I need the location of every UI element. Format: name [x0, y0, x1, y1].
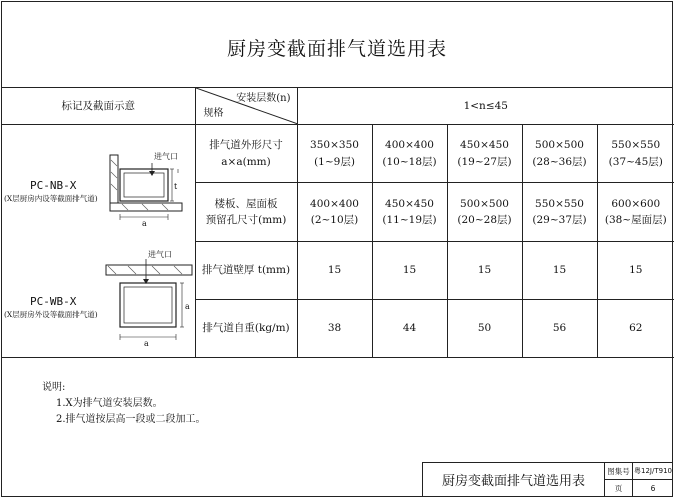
atlas-value: 粤12J/T910: [633, 463, 673, 480]
table-cell: 600×600 (38~屋面层): [597, 183, 674, 241]
table-cell: 15: [372, 241, 447, 299]
nb-dim-t: t: [174, 182, 178, 191]
table-cell: 15: [297, 241, 372, 299]
page-title: 厨房变截面排气道选用表: [226, 38, 447, 60]
selection-table: [2, 88, 674, 358]
nb-inlet-label: 进气口: [154, 152, 178, 161]
table-bottom-rule: [2, 357, 672, 358]
row-label-self-weight: 排气道自重(kg/m): [195, 299, 297, 357]
page-label: 页: [605, 480, 633, 497]
header-mark-cell: 标记及截面示意: [2, 88, 195, 125]
header-floors: 安装层数(n): [236, 93, 291, 104]
table-cell: 550×550 (37~45层): [597, 125, 674, 183]
wb-inlet-label: 进气口: [148, 250, 172, 259]
wb-dim-a-vertical: a: [185, 302, 190, 311]
section-diagrams-cell: [2, 125, 195, 358]
table-cell: 50: [447, 299, 522, 357]
table-cell: 450×450 (19~27层): [447, 125, 522, 183]
wb-dim-a: a: [144, 339, 149, 348]
table-cell: 550×550 (29~37层): [522, 183, 597, 241]
table-cell: 56: [522, 299, 597, 357]
page-value: 6: [650, 484, 656, 493]
notes-heading: 说明:: [42, 382, 66, 393]
header-range: 1<n≤45: [297, 88, 674, 125]
nb-note: (X层厨房内设等截面排气道): [4, 194, 98, 203]
table-cell: 500×500 (28~36层): [522, 125, 597, 183]
nb-dim-a: a: [142, 219, 147, 228]
table-cell: 38: [297, 299, 372, 357]
note-item: 2.排气道按层高一段或二段加工。: [56, 414, 206, 425]
table-cell: 400×400 (10~18层): [372, 125, 447, 183]
header-diagonal-cell: [195, 88, 297, 125]
table-row: [2, 125, 674, 183]
wb-note: (X层厨房外设等截面排气道): [4, 310, 98, 319]
table-cell: 62: [597, 299, 674, 357]
notes-block: [42, 380, 206, 428]
table-cell: 400×400 (2~10层): [297, 183, 372, 241]
nb-label: PC-NB-X: [30, 179, 77, 192]
table-cell: 15: [597, 241, 674, 299]
row-label-outer-size: 排气道外形尺寸 a×a(mm): [195, 125, 297, 183]
note-item: 1.X为排气道安装层数。: [56, 398, 163, 409]
table-cell: 500×500 (20~28层): [447, 183, 522, 241]
table-cell: 44: [372, 299, 447, 357]
row-label-opening-size: 楼板、屋面板 预留孔尺寸(mm): [195, 183, 297, 241]
wb-label: PC-WB-X: [30, 295, 77, 308]
title-band: [2, 2, 672, 88]
table-cell: 15: [447, 241, 522, 299]
table-cell: 15: [522, 241, 597, 299]
drawing-frame: [1, 1, 673, 497]
table-header-row: [2, 88, 674, 125]
table-cell: 450×450 (11~19层): [372, 183, 447, 241]
title-block: [422, 462, 672, 496]
table-cell: 350×350 (1~9层): [297, 125, 372, 183]
header-spec: 规格: [203, 107, 224, 119]
title-block-title: 厨房变截面排气道选用表: [423, 463, 605, 496]
row-label-wall-thickness: 排气道壁厚 t(mm): [195, 241, 297, 299]
atlas-label: 图集号: [605, 463, 633, 480]
